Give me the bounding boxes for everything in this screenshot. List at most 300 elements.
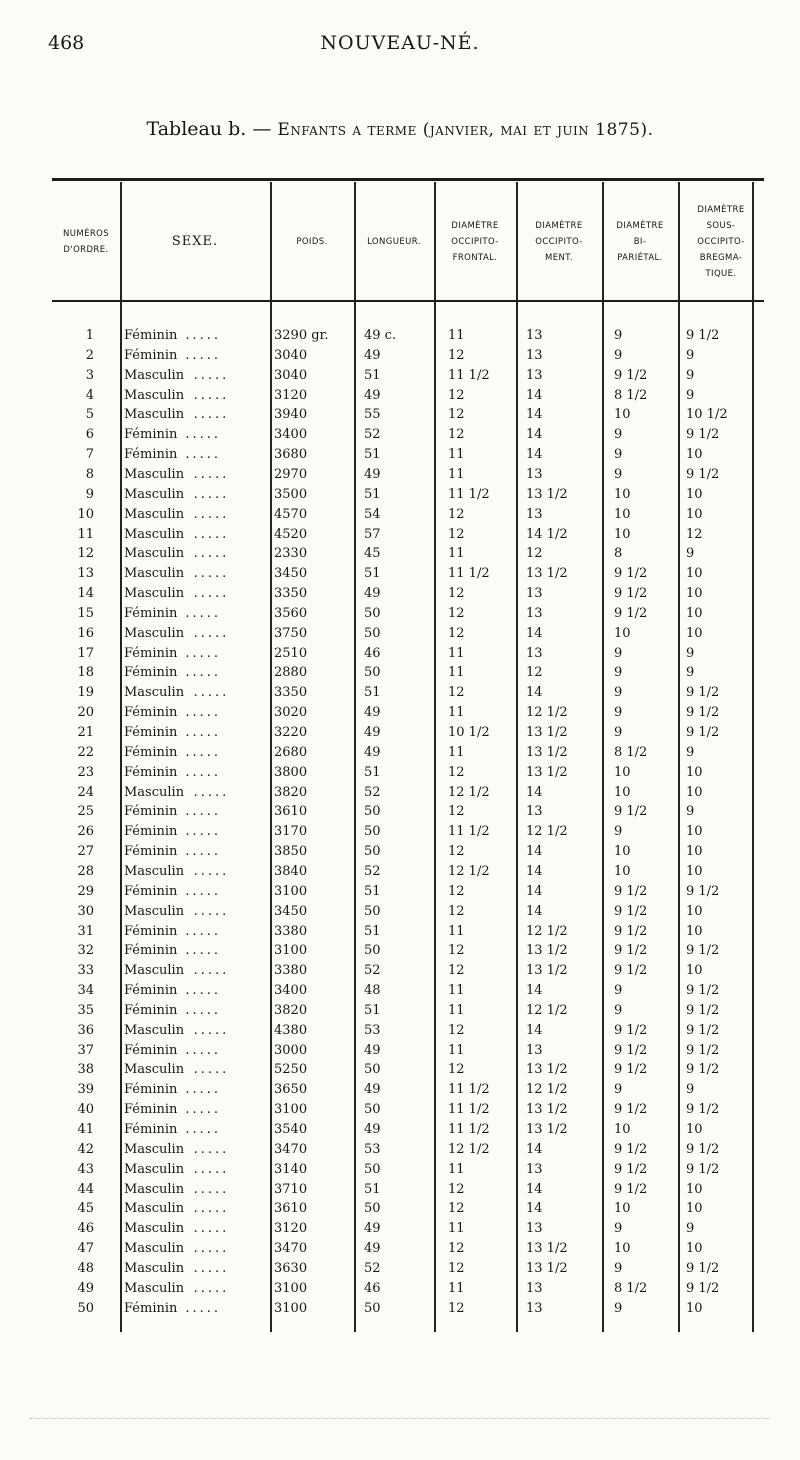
table-cell: Féminin <box>124 427 178 443</box>
table-cell: Masculin <box>124 1181 185 1197</box>
table-cell: 13 1/2 <box>526 1260 568 1276</box>
table-row <box>52 1041 764 1061</box>
table-cell: 3350 <box>274 685 308 701</box>
table-row <box>52 604 764 624</box>
dot-leader: ..... <box>193 863 230 879</box>
table-cell: 11 <box>448 645 465 661</box>
table-cell: 8 1/2 <box>614 387 648 403</box>
table-cell: 3120 <box>274 1221 308 1237</box>
table-cell: 3750 <box>274 625 308 641</box>
dot-leader: ..... <box>193 1181 230 1197</box>
dot-leader: ..... <box>193 1241 230 1257</box>
table-cell: 3100 <box>274 943 308 959</box>
table-cell: 4 <box>85 387 94 403</box>
table-cell: Masculin <box>124 407 185 423</box>
table-cell: 12 <box>448 1062 465 1078</box>
table-cell: 8 1/2 <box>614 744 648 760</box>
table-row <box>52 723 764 743</box>
table-cell: 21 <box>77 725 94 740</box>
table-cell: Féminin <box>124 824 178 840</box>
table-row <box>52 644 764 664</box>
table-cell: 12 <box>448 844 465 860</box>
table-cell: 13 <box>526 1300 543 1316</box>
table-cell: 5250 <box>274 1062 308 1078</box>
table-cell: 9 1/2 <box>614 367 648 383</box>
table-cell: 12 <box>448 586 465 602</box>
table-cell: 14 <box>526 625 543 641</box>
dot-leader: ..... <box>193 1260 230 1276</box>
table-cell: 54 <box>364 506 381 522</box>
table-cell: 10 <box>686 1181 703 1197</box>
table-cell: 10 <box>686 486 703 502</box>
table-cell: 13 <box>526 645 543 661</box>
table-row <box>52 703 764 723</box>
table-cell: Féminin <box>124 447 178 463</box>
table-cell: 9 1/2 <box>686 466 720 482</box>
running-head: NOUVEAU-NÉ. <box>320 32 480 54</box>
table-cell: Féminin <box>124 665 178 681</box>
table-cell: 52 <box>364 963 381 979</box>
table-cell: 44 <box>77 1181 94 1197</box>
table-cell: Masculin <box>124 566 185 582</box>
table-cell: 11 1/2 <box>448 367 490 383</box>
table-cell: 9 <box>614 1002 623 1018</box>
table-row <box>52 1060 764 1080</box>
dot-leader: ..... <box>185 844 222 860</box>
column-header: NUMÉROS D'ORDRE. <box>62 228 110 255</box>
table-cell: 12 <box>448 804 465 820</box>
table-cell: 2510 <box>274 645 308 661</box>
column-header: SEXE. <box>171 233 219 249</box>
table-row <box>52 1180 764 1200</box>
dot-leader: ..... <box>193 486 230 502</box>
dot-leader: ..... <box>193 506 230 522</box>
table-cell: 13 1/2 <box>526 486 568 502</box>
table-cell: 22 <box>77 744 94 760</box>
table-cell: 27 <box>77 844 94 860</box>
table-cell: 13 1/2 <box>526 744 568 760</box>
table-cell: 10 <box>686 844 703 860</box>
table-cell: 10 <box>686 1122 703 1137</box>
table-cell: 9 1/2 <box>614 923 648 939</box>
table-cell: Féminin <box>124 1122 178 1137</box>
table-cell: 50 <box>364 605 381 621</box>
table-cell: 49 <box>364 1122 381 1137</box>
table-cell: 9 <box>614 665 623 681</box>
table-cell: 3040 <box>274 367 308 383</box>
table-cell: Masculin <box>124 586 185 602</box>
table-cell: Féminin <box>124 1002 178 1018</box>
table-cell: 3000 <box>274 1042 308 1058</box>
table-cell: 11 <box>448 1042 465 1058</box>
table-cell: 51 <box>364 685 381 701</box>
table-cell: 9 1/2 <box>614 1102 648 1118</box>
table-cell: 9 <box>85 486 94 502</box>
table-cell: 14 1/2 <box>526 526 568 542</box>
table-cell: 17 <box>77 645 94 661</box>
table-cell: 11 <box>448 466 465 482</box>
table-cell: 15 <box>77 605 94 621</box>
table-cell: 30 <box>77 903 94 919</box>
table-cell: 13 1/2 <box>526 1122 568 1137</box>
table-cell: 33 <box>77 963 94 979</box>
table-cell: 10 <box>686 625 703 641</box>
table-row <box>52 584 764 604</box>
dot-leader: ..... <box>193 1141 230 1157</box>
table-cell: 11 <box>448 1221 465 1237</box>
table-row <box>52 1279 764 1299</box>
table-cell: 3290 gr. <box>274 328 329 343</box>
table-cell: 9 <box>614 1082 623 1098</box>
table-cell: 13 1/2 <box>526 566 568 582</box>
table-cell: 10 <box>614 407 631 423</box>
table-cell: 13 1/2 <box>526 764 568 780</box>
table-cell: 3120 <box>274 387 308 403</box>
table-cell: 9 <box>614 328 623 343</box>
table-cell: 50 <box>364 1102 381 1118</box>
table-row <box>52 405 764 425</box>
table-cell: Masculin <box>124 863 185 879</box>
table-cell: 13 <box>526 328 543 343</box>
table-cell: 3100 <box>274 883 308 899</box>
table-cell: 10 <box>614 526 631 542</box>
table-cell: Masculin <box>124 1022 185 1038</box>
table-cell: Masculin <box>124 625 185 641</box>
table-cell: Masculin <box>124 387 185 403</box>
table-cell: Féminin <box>124 328 178 343</box>
column-header: LONGUEUR. <box>367 236 421 247</box>
table-cell: 14 <box>77 586 94 602</box>
table-row <box>52 743 764 763</box>
table-cell: 43 <box>77 1161 94 1177</box>
table-cell: 12 1/2 <box>526 1002 568 1018</box>
table-row <box>52 1160 764 1180</box>
table-cell: 9 1/2 <box>686 328 720 343</box>
table-cell: 3800 <box>274 764 308 780</box>
table-cell: 49 <box>364 1082 381 1098</box>
table-cell: 10 <box>686 605 703 621</box>
table-cell: 11 1/2 <box>448 1082 490 1098</box>
dot-leader: ..... <box>185 804 222 820</box>
table-cell: Masculin <box>124 1280 185 1296</box>
table-cell: 10 1/2 <box>448 725 490 740</box>
table-cell: 14 <box>526 447 543 463</box>
table-cell: 50 <box>364 1062 381 1078</box>
table-cell: 3630 <box>274 1260 308 1276</box>
table-cell: 19 <box>77 685 94 701</box>
table-cell: 2330 <box>274 546 308 562</box>
table-cell: Féminin <box>124 764 178 780</box>
table-cell: 11 <box>448 447 465 463</box>
table-cell: Masculin <box>124 367 185 383</box>
table-cell: 51 <box>364 764 381 780</box>
table-row <box>52 783 764 803</box>
table-cell: 50 <box>364 943 381 959</box>
table-row <box>52 624 764 644</box>
table-cell: Féminin <box>124 1102 178 1118</box>
dot-leader: ..... <box>193 566 230 582</box>
table-cell: 12 <box>448 506 465 522</box>
table-cell: 3680 <box>274 447 308 463</box>
table-cell: 49 <box>364 744 381 760</box>
table-cell: 14 <box>526 863 543 879</box>
table-cell: 3400 <box>274 983 308 999</box>
table-cell: 11 1/2 <box>448 566 490 582</box>
table-title-caption: Enfants a terme (janvier, mai et juin 1875). <box>277 120 654 140</box>
table-cell: 48 <box>77 1260 94 1276</box>
table-cell: 9 1/2 <box>686 1141 720 1157</box>
table-cell: 9 <box>686 347 695 363</box>
dot-leader: ..... <box>185 943 222 959</box>
table-row <box>52 1100 764 1120</box>
table-cell: 9 1/2 <box>686 1260 720 1276</box>
table-row <box>52 842 764 862</box>
table-cell: 49 <box>364 466 381 482</box>
table-cell: 9 1/2 <box>614 605 648 621</box>
table-row <box>52 564 764 584</box>
table-row <box>52 683 764 703</box>
dot-leader: ..... <box>185 725 222 740</box>
table-row <box>52 386 764 406</box>
table-cell: 18 <box>77 665 94 681</box>
table-title <box>0 118 800 140</box>
table-row <box>52 346 764 366</box>
table-cell: 13 <box>526 586 543 602</box>
table-cell: 10 <box>686 1300 703 1316</box>
table-cell: 11 <box>448 665 465 681</box>
table-cell: 13 1/2 <box>526 725 568 740</box>
table-cell: Féminin <box>124 844 178 860</box>
column-header: DIAMÈTRE OCCIPITO- FRONTAL. <box>451 220 499 264</box>
table-cell: 3500 <box>274 486 308 502</box>
table-cell: Masculin <box>124 963 185 979</box>
table-cell: 13 <box>526 1042 543 1058</box>
table-row <box>52 1199 764 1219</box>
table-cell: 6 <box>85 427 94 443</box>
table-row <box>52 1299 764 1319</box>
table-cell: 35 <box>77 1002 94 1018</box>
table-cell: 13 <box>526 347 543 363</box>
table-row <box>52 802 764 822</box>
dot-leader: ..... <box>185 744 222 760</box>
table-cell: 12 1/2 <box>526 923 568 939</box>
table-cell: 9 <box>686 1082 695 1098</box>
table-row <box>52 445 764 465</box>
table-cell: 9 1/2 <box>614 883 648 899</box>
table-cell: 10 <box>614 1241 631 1257</box>
table-cell: 11 <box>448 983 465 999</box>
table-cell: Masculin <box>124 784 185 800</box>
table-cell: 9 1/2 <box>686 705 720 721</box>
table-cell: 50 <box>364 1201 381 1217</box>
table-cell: 49 <box>364 1221 381 1237</box>
table-cell: 9 1/2 <box>686 427 720 443</box>
table-cell: 9 1/2 <box>614 903 648 919</box>
column-header: DIAMÈTRE BI- PARIÉTAL. <box>616 220 664 264</box>
table-cell: 10 <box>614 784 631 800</box>
table-cell: 9 1/2 <box>686 1280 720 1296</box>
table-cell: 52 <box>364 863 381 879</box>
table-cell: 11 <box>448 705 465 721</box>
table-cell: 9 1/2 <box>686 1042 720 1058</box>
table-cell: 12 <box>526 665 543 681</box>
table-cell: 10 <box>686 963 703 979</box>
table-cell: 9 <box>614 1300 623 1316</box>
table-row <box>52 485 764 505</box>
table-cell: 3450 <box>274 566 308 582</box>
dot-leader: ..... <box>193 1062 230 1078</box>
table-cell: 9 1/2 <box>686 725 720 740</box>
table-cell: 13 <box>526 1161 543 1177</box>
table-cell: Féminin <box>124 923 178 939</box>
table-cell: 13 <box>526 804 543 820</box>
table-cell: 9 <box>686 387 695 403</box>
table-cell: 50 <box>364 665 381 681</box>
table-cell: 9 <box>614 466 623 482</box>
table-cell: 50 <box>364 625 381 641</box>
dot-leader: ..... <box>185 1300 222 1316</box>
table-cell: 10 <box>614 1201 631 1217</box>
table-cell: 10 1/2 <box>686 407 728 423</box>
table-cell: 8 1/2 <box>614 1280 648 1296</box>
table-cell: 9 1/2 <box>686 1161 720 1177</box>
table-cell: 11 <box>448 1002 465 1018</box>
table-cell: 12 <box>448 1022 465 1038</box>
table-cell: 3560 <box>274 605 308 621</box>
table-cell: 9 <box>686 645 695 661</box>
table-cell: 13 <box>526 466 543 482</box>
table-cell: 3140 <box>274 1161 308 1177</box>
table-cell: 20 <box>77 705 94 721</box>
measurements-table <box>52 178 764 1332</box>
table-cell: 2680 <box>274 744 308 760</box>
table-cell: 3350 <box>274 586 308 602</box>
table-cell: 32 <box>77 943 94 959</box>
table-cell: 3840 <box>274 863 308 879</box>
table-row <box>52 1140 764 1160</box>
table-cell: 50 <box>364 1161 381 1177</box>
dot-leader: ..... <box>185 1002 222 1018</box>
column-header: DIAMÈTRE OCCIPITO- MENT. <box>535 220 583 264</box>
table-cell: Féminin <box>124 705 178 721</box>
table-cell: 10 <box>614 506 631 522</box>
table-cell: 3100 <box>274 1300 308 1316</box>
table-cell: 37 <box>77 1042 94 1058</box>
table-cell: 8 <box>85 466 94 482</box>
table-cell: 14 <box>526 1141 543 1157</box>
table-cell: 10 <box>686 586 703 602</box>
table-cell: Masculin <box>124 1241 185 1257</box>
table-cell: 3850 <box>274 844 308 860</box>
table-cell: 10 <box>686 1201 703 1217</box>
table-cell: 11 <box>448 744 465 760</box>
table-row <box>52 941 764 961</box>
table-cell: 3470 <box>274 1141 308 1157</box>
dot-leader: ..... <box>185 645 222 661</box>
table-cell: 12 <box>526 546 543 562</box>
table-cell: Masculin <box>124 1221 185 1237</box>
table-cell: 3610 <box>274 1201 308 1217</box>
table-cell: 13 1/2 <box>526 1062 568 1078</box>
table-cell: Féminin <box>124 943 178 959</box>
table-cell: 3470 <box>274 1241 308 1257</box>
table-cell: 29 <box>77 883 94 899</box>
table-cell: 49 c. <box>364 328 397 343</box>
dot-leader: ..... <box>193 407 230 423</box>
table-cell: 50 <box>364 1300 381 1316</box>
table-cell: 10 <box>686 566 703 582</box>
table-top-rule <box>52 178 764 181</box>
table-cell: 10 <box>614 1122 631 1137</box>
table-cell: 3380 <box>274 963 308 979</box>
table-cell: 12 <box>448 427 465 443</box>
dot-leader: ..... <box>193 1201 230 1217</box>
table-cell: 9 1/2 <box>614 1161 648 1177</box>
table-cell: 9 1/2 <box>614 566 648 582</box>
column-header: POIDS. <box>296 236 328 247</box>
table-cell: 10 <box>686 824 703 840</box>
table-cell: 9 <box>614 824 623 840</box>
table-cell: 51 <box>364 566 381 582</box>
table-cell: 3450 <box>274 903 308 919</box>
table-cell: 2970 <box>274 466 308 482</box>
table-cell: 10 <box>686 863 703 879</box>
table-cell: 51 <box>364 923 381 939</box>
dot-leader: ..... <box>185 1042 222 1058</box>
table-row <box>52 465 764 485</box>
dot-leader: ..... <box>193 685 230 701</box>
table-cell: 14 <box>526 427 543 443</box>
table-cell: Masculin <box>124 526 185 542</box>
table-cell: 52 <box>364 427 381 443</box>
table-cell: 51 <box>364 1002 381 1018</box>
table-cell: 12 <box>448 1181 465 1197</box>
table-cell: 13 <box>526 1221 543 1237</box>
table-cell: 10 <box>614 844 631 860</box>
page-number: 468 <box>48 32 85 54</box>
table-cell: Masculin <box>124 1062 185 1078</box>
dot-leader: ..... <box>185 1122 222 1137</box>
table-cell: Féminin <box>124 883 178 899</box>
table-row <box>52 1259 764 1279</box>
table-cell: Masculin <box>124 1201 185 1217</box>
table-cell: 50 <box>364 844 381 860</box>
table-cell: Féminin <box>124 645 178 661</box>
table-cell: Masculin <box>124 1260 185 1276</box>
table-cell: Féminin <box>124 1300 178 1316</box>
dot-leader: ..... <box>185 923 222 939</box>
table-cell: 14 <box>526 407 543 423</box>
table-row <box>52 326 764 346</box>
table-cell: 24 <box>77 784 94 800</box>
table-cell: 12 <box>448 526 465 542</box>
dot-leader: ..... <box>185 347 222 363</box>
table-cell: Masculin <box>124 486 185 502</box>
table-title-lead: Tableau b. — <box>146 118 278 140</box>
table-cell: 10 <box>686 447 703 463</box>
table-row <box>52 1239 764 1259</box>
table-cell: 10 <box>614 486 631 502</box>
table-cell: 1 <box>85 328 94 343</box>
table-cell: 53 <box>364 1022 381 1038</box>
table-cell: 10 <box>686 1241 703 1257</box>
table-row <box>52 366 764 386</box>
table-cell: 9 1/2 <box>686 1102 720 1118</box>
table-cell: 12 <box>448 625 465 641</box>
table-cell: 9 <box>686 1221 695 1237</box>
table-cell: 11 1/2 <box>448 1122 490 1137</box>
table-cell: 14 <box>526 1181 543 1197</box>
